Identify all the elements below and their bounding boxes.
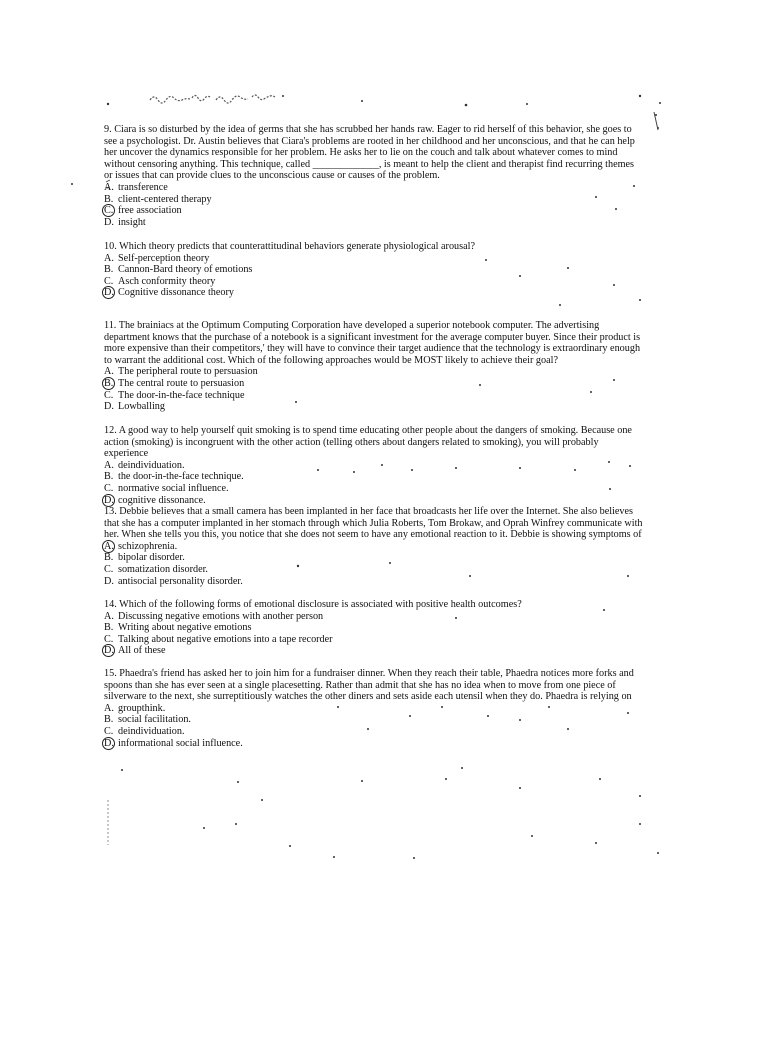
answer-option-a: A. Self-perception theory <box>104 252 210 264</box>
answer-option-a: A. Discussing negative emotions with another person <box>104 610 324 622</box>
answer-option-a-circled: A. schizophrenia. <box>104 540 178 552</box>
answer-option-b: B. social facilitation. <box>104 714 191 726</box>
answer-option-a: A. The peripheral route to persuasion <box>104 366 258 378</box>
question-stem: 13. Debbie believes that a small camera has been implanted in her face that broadcasts her life over the Internet. She also believes that she has a computer implanted in her stomach through which Julia Roberts, Tom Brokaw, and Oprah Winfrey communicate with her. When she tells you this, you notice that she does not seem to have any emotional reaction to it. Debbie is showing symptoms of <box>104 506 643 541</box>
answer-option-c: C. Talking about negative emotions into a tape recorder <box>104 633 333 645</box>
question-stem: 15. Phaedra's friend has asked her to join him for a fundraiser dinner. When they reach their table, Phaedra notices more forks and spoons than she has ever seen at a single placesetting. Rather than admit that she has no idea when to move from one piece of silverware to the next, she surreptitiously watches the other diners and sets aside each utensil when they do. Phaedra is relying on <box>104 668 634 703</box>
answer-option-b: B. Cannon-Bard theory of emotions <box>104 264 253 276</box>
answer-option-b: B. bipolar disorder. <box>104 552 185 564</box>
answer-option-c: C. Asch conformity theory <box>104 275 216 287</box>
question-stem: 12. A good way to help yourself quit smoking is to spend time educating other people about the dangers of smoking. Because one action (smoking) is incongruent with the other action (telling others about dangers related to smoking), you will probably experience <box>104 425 632 460</box>
answer-option-d: D. insight <box>104 216 146 228</box>
answer-option-b: B. Writing about negative emotions <box>104 622 252 634</box>
answer-option-a: A. transference <box>104 181 168 193</box>
answer-option-c: C. deindividuation. <box>104 725 185 737</box>
answer-option-c-circled: C. free association <box>104 205 182 217</box>
answer-option-d-circled: D. All of these <box>104 645 166 657</box>
answer-option-c: C. normative social influence. <box>104 482 229 494</box>
answer-option-d-circled: D. informational social influence. <box>104 737 243 749</box>
answer-option-b-circled: B. The central route to persuasion <box>104 377 245 389</box>
answer-option-d: D. antisocial personality disorder. <box>104 575 243 587</box>
question-stem: 14. Which of the following forms of emotional disclosure is associated with positive health outcomes? <box>104 599 522 610</box>
answer-option-a: A. groupthink. <box>104 702 166 714</box>
answer-option-d-circled: D. cognitive dissonance. <box>104 494 206 506</box>
question-stem: 11. The brainiacs at the Optimum Computing Corporation have developed a superior notebook computer. The advertising department knows that the purchase of a notebook is a significant investment for the average computer buyer. Since their product is more expensive than their competitors,' they will have to convince their target audience that the technology is extraordinary enough to warrant the additional cost. Which of the following approaches would be MOST likely to achieve their goal? <box>104 320 641 366</box>
answer-option-c: C. The door-in-the-face technique <box>104 389 245 401</box>
answer-option-d: D. Lowballing <box>104 401 165 413</box>
question-stem: 9. Ciara is so disturbed by the idea of germs that she has scrubbed her hands raw. Eager to rid herself of this behavior, she goes to see a psychologist. Dr. Austin believes that Ciara's problems are rooted in her childhood and her unconscious, and that he can help her uncover the dynamics responsible for her problem. He asks her to lie on the couch and talk about whatever comes to mind without censoring anything. This technique, called _____________, is meant to help the client and therapist find recurring themes or issues that can provide clues to the unconscious cause or causes of the problem. <box>104 124 635 182</box>
answer-option-a: A. deindividuation. <box>104 459 185 471</box>
answer-option-b: B. client-centered therapy <box>104 193 212 205</box>
answer-option-b: B. the door-in-the-face technique. <box>104 471 244 483</box>
answer-option-d-circled: D. Cognitive dissonance theory <box>104 287 235 299</box>
answer-option-c: C. somatization disorder. <box>104 563 208 575</box>
question-stem: 10. Which theory predicts that counterattitudinal behaviors generate physiological arousal? <box>104 241 475 252</box>
